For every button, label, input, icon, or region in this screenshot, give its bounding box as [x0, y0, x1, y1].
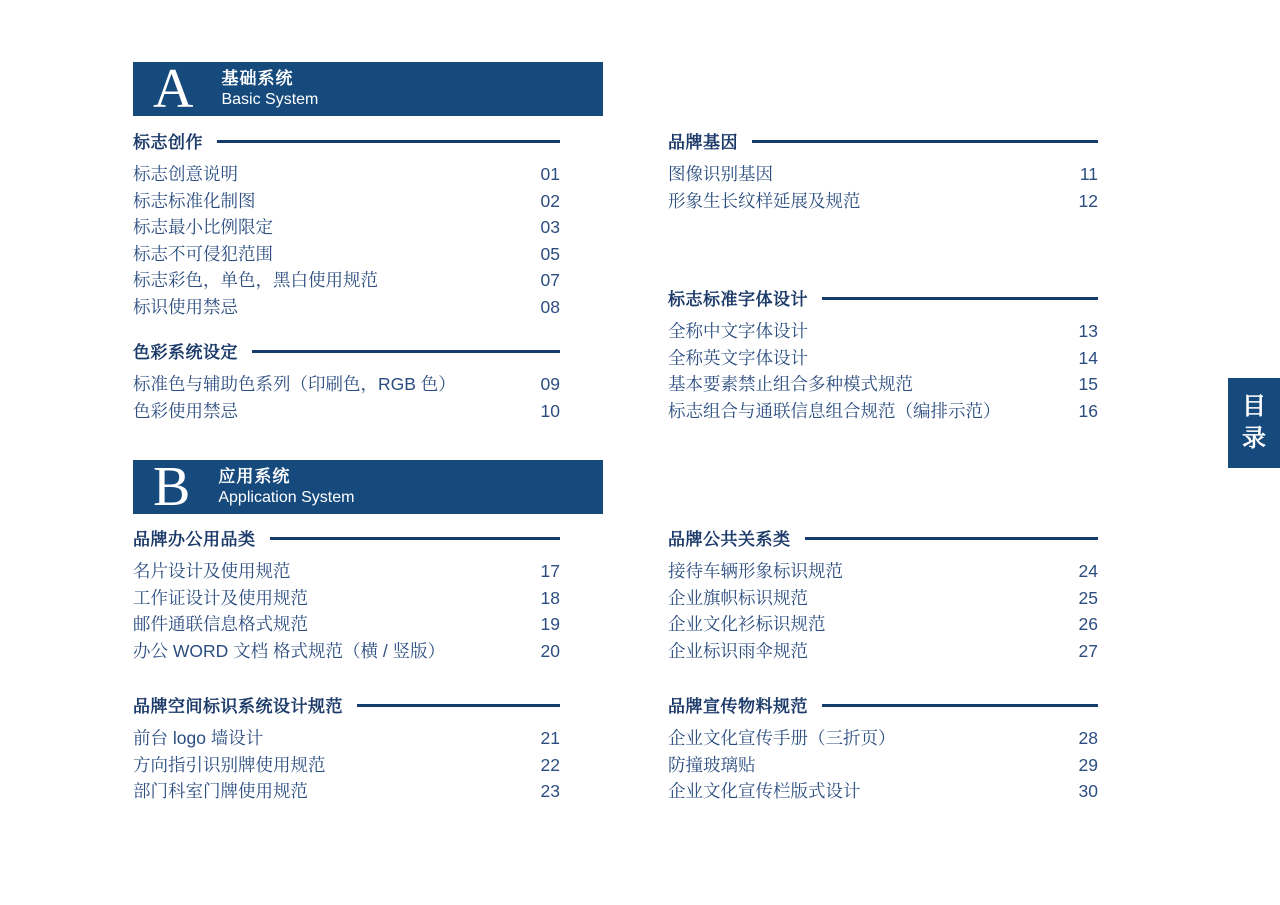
- toc-item[interactable]: [133, 752, 560, 779]
- toc-item-label: 标志标准化制图: [133, 190, 256, 211]
- toc-item-page: 10: [540, 400, 560, 421]
- section-heading: [668, 286, 1098, 308]
- toc-item[interactable]: [133, 585, 560, 612]
- section-items: [668, 725, 1098, 805]
- toc-item-label: 方向指引识别牌使用规范: [133, 754, 326, 775]
- heading-rule: [217, 140, 560, 143]
- toc-item[interactable]: [668, 318, 1098, 345]
- toc-item-label: 标准色与辅助色系列（印刷色，RGB 色）: [133, 374, 456, 394]
- toc-item-label: 办公 WORD 文档 格式规范（横 / 竖版）: [133, 640, 446, 661]
- toc-item[interactable]: [668, 778, 1098, 805]
- section-items: [133, 371, 560, 424]
- section-items: [668, 558, 1098, 664]
- toc-item-page: 18: [540, 587, 560, 608]
- section-title: 品牌办公用品类: [133, 529, 256, 549]
- section-heading: [133, 129, 560, 151]
- toc-item-label: 部门科室门牌使用规范: [133, 781, 308, 801]
- tab-char: 录: [1242, 425, 1266, 452]
- toc-item-page: 20: [540, 640, 560, 661]
- toc-item-page: 13: [1078, 321, 1098, 341]
- toc-item[interactable]: [668, 345, 1098, 372]
- section-title: 标志创作: [133, 132, 203, 152]
- toc-item[interactable]: [668, 558, 1098, 585]
- section-brand-gene: [668, 129, 1098, 214]
- toc-item-label: 标志彩色，单色，黑白使用规范: [133, 270, 378, 290]
- toc-item-page: 03: [540, 217, 560, 237]
- toc-item-page: 09: [540, 374, 560, 394]
- toc-item[interactable]: [668, 188, 1098, 215]
- toc-item-page: 21: [540, 728, 560, 748]
- heading-rule: [752, 140, 1098, 143]
- tab-char: 目: [1242, 392, 1266, 420]
- toc-item-page: 27: [1078, 640, 1098, 661]
- toc-item-page: 05: [540, 243, 560, 264]
- banner-title-zh: 基础系统: [221, 69, 294, 89]
- heading-rule: [270, 537, 561, 540]
- toc-item-label: 标志创意说明: [133, 164, 238, 184]
- toc-side-tab[interactable]: [1228, 378, 1280, 468]
- toc-item-label: 企业旗帜标识规范: [668, 587, 808, 608]
- toc-item-page: 29: [1078, 754, 1098, 775]
- toc-item[interactable]: [133, 398, 560, 425]
- banner-titles: [218, 467, 354, 507]
- toc-item[interactable]: [133, 611, 560, 638]
- toc-item-page: 07: [540, 270, 560, 290]
- toc-item-label: 工作证设计及使用规范: [133, 587, 308, 608]
- section-space-signage: [133, 693, 560, 805]
- toc-item-page: 12: [1078, 190, 1098, 211]
- toc-item-label: 邮件通联信息格式规范: [133, 614, 308, 634]
- heading-rule: [822, 704, 1098, 707]
- toc-item[interactable]: [133, 725, 560, 752]
- toc-item-label: 接待车辆形象标识规范: [668, 561, 843, 581]
- section-office-supplies: [133, 526, 560, 664]
- section-items: [133, 161, 560, 320]
- toc-item[interactable]: [133, 267, 560, 294]
- heading-rule: [805, 537, 1099, 540]
- banner-letter-a: A: [153, 58, 194, 120]
- toc-item-label: 防撞玻璃贴: [668, 754, 756, 775]
- banner-basic-system: [133, 58, 603, 120]
- toc-item-page: 16: [1078, 400, 1098, 421]
- toc-item[interactable]: [668, 585, 1098, 612]
- toc-item-page: 23: [540, 781, 560, 801]
- toc-item-page: 01: [540, 164, 560, 184]
- section-title: 品牌基因: [668, 132, 738, 152]
- heading-rule: [822, 297, 1098, 300]
- section-public-relations: [668, 526, 1098, 664]
- toc-item[interactable]: [133, 188, 560, 215]
- toc-item-label: 标志最小比例限定: [133, 217, 273, 237]
- section-heading: [668, 129, 1098, 151]
- section-heading: [133, 339, 560, 361]
- heading-rule: [357, 704, 560, 707]
- toc-item[interactable]: [133, 241, 560, 268]
- toc-item-label: 企业文化衫标识规范: [668, 614, 826, 634]
- section-standard-typeface: [668, 286, 1098, 424]
- toc-item-label: 标志组合与通联信息组合规范（编排示范）: [668, 400, 1001, 421]
- toc-item-label: 企业文化宣传手册（三折页）: [668, 728, 896, 748]
- banner-title-en: Application System: [218, 488, 355, 506]
- section-title: 品牌空间标识系统设计规范: [133, 696, 343, 716]
- toc-item-page: 08: [540, 296, 560, 317]
- section-heading: [668, 693, 1098, 715]
- section-title: 品牌宣传物料规范: [668, 696, 808, 716]
- toc-item[interactable]: [668, 638, 1098, 665]
- toc-item-label: 全称中文字体设计: [668, 321, 808, 341]
- section-color-system: [133, 339, 560, 424]
- toc-item-page: 28: [1078, 728, 1098, 748]
- toc-item[interactable]: [133, 371, 560, 398]
- toc-item[interactable]: [133, 638, 560, 665]
- toc-item-label: 前台 logo 墙设计: [133, 728, 264, 748]
- toc-item[interactable]: [668, 371, 1098, 398]
- section-heading: [133, 526, 560, 548]
- toc-item-page: 25: [1078, 587, 1098, 608]
- toc-item[interactable]: [133, 558, 560, 585]
- banner-titles: [221, 69, 318, 109]
- toc-item-label: 全称英文字体设计: [668, 347, 808, 368]
- section-title: 标志标准字体设计: [668, 289, 808, 309]
- toc-item-label: 标识使用禁忌: [133, 296, 238, 317]
- toc-item-label: 形象生长纹样延展及规范: [668, 190, 861, 211]
- section-items: [133, 725, 560, 805]
- toc-item-label: 标志不可侵犯范围: [133, 243, 273, 264]
- toc-item-label: 色彩使用禁忌: [133, 400, 238, 421]
- toc-item-page: 15: [1078, 374, 1098, 394]
- toc-item-page: 17: [540, 561, 560, 581]
- toc-item-label: 基本要素禁止组合多种模式规范: [668, 374, 913, 394]
- toc-item[interactable]: [668, 398, 1098, 425]
- toc-item-page: 11: [1079, 164, 1098, 184]
- banner-title-en: Basic System: [221, 90, 319, 108]
- toc-item-page: 19: [540, 614, 560, 634]
- section-title: 色彩系统设定: [133, 342, 238, 362]
- section-promo-materials: [668, 693, 1098, 805]
- toc-item-page: 30: [1078, 781, 1098, 801]
- toc-item-page: 14: [1078, 347, 1098, 368]
- toc-item-label: 企业标识雨伞规范: [668, 640, 808, 661]
- section-logo-creation: [133, 129, 560, 320]
- section-items: [668, 318, 1098, 424]
- toc-item[interactable]: [133, 161, 560, 188]
- toc-item[interactable]: [668, 752, 1098, 779]
- heading-rule: [252, 350, 560, 353]
- toc-item[interactable]: [668, 161, 1098, 188]
- toc-item[interactable]: [668, 611, 1098, 638]
- section-items: [133, 558, 560, 664]
- toc-item-page: 02: [540, 190, 560, 211]
- toc-item[interactable]: [133, 294, 560, 321]
- toc-item-label: 图像识别基因: [668, 164, 773, 184]
- toc-item[interactable]: [668, 725, 1098, 752]
- section-heading: [133, 693, 560, 715]
- banner-application-system: [133, 456, 603, 518]
- toc-item-label: 企业文化宣传栏版式设计: [668, 781, 861, 801]
- section-items: [668, 161, 1098, 214]
- toc-item[interactable]: [133, 214, 560, 241]
- toc-item-page: 24: [1078, 561, 1098, 581]
- toc-item[interactable]: [133, 778, 560, 805]
- toc-item-label: 名片设计及使用规范: [133, 561, 291, 581]
- banner-letter-b: B: [153, 456, 191, 518]
- banner-title-zh: 应用系统: [218, 467, 291, 487]
- toc-item-page: 26: [1078, 614, 1098, 634]
- section-heading: [668, 526, 1098, 548]
- section-title: 品牌公共关系类: [668, 529, 791, 549]
- toc-item-page: 22: [540, 754, 560, 775]
